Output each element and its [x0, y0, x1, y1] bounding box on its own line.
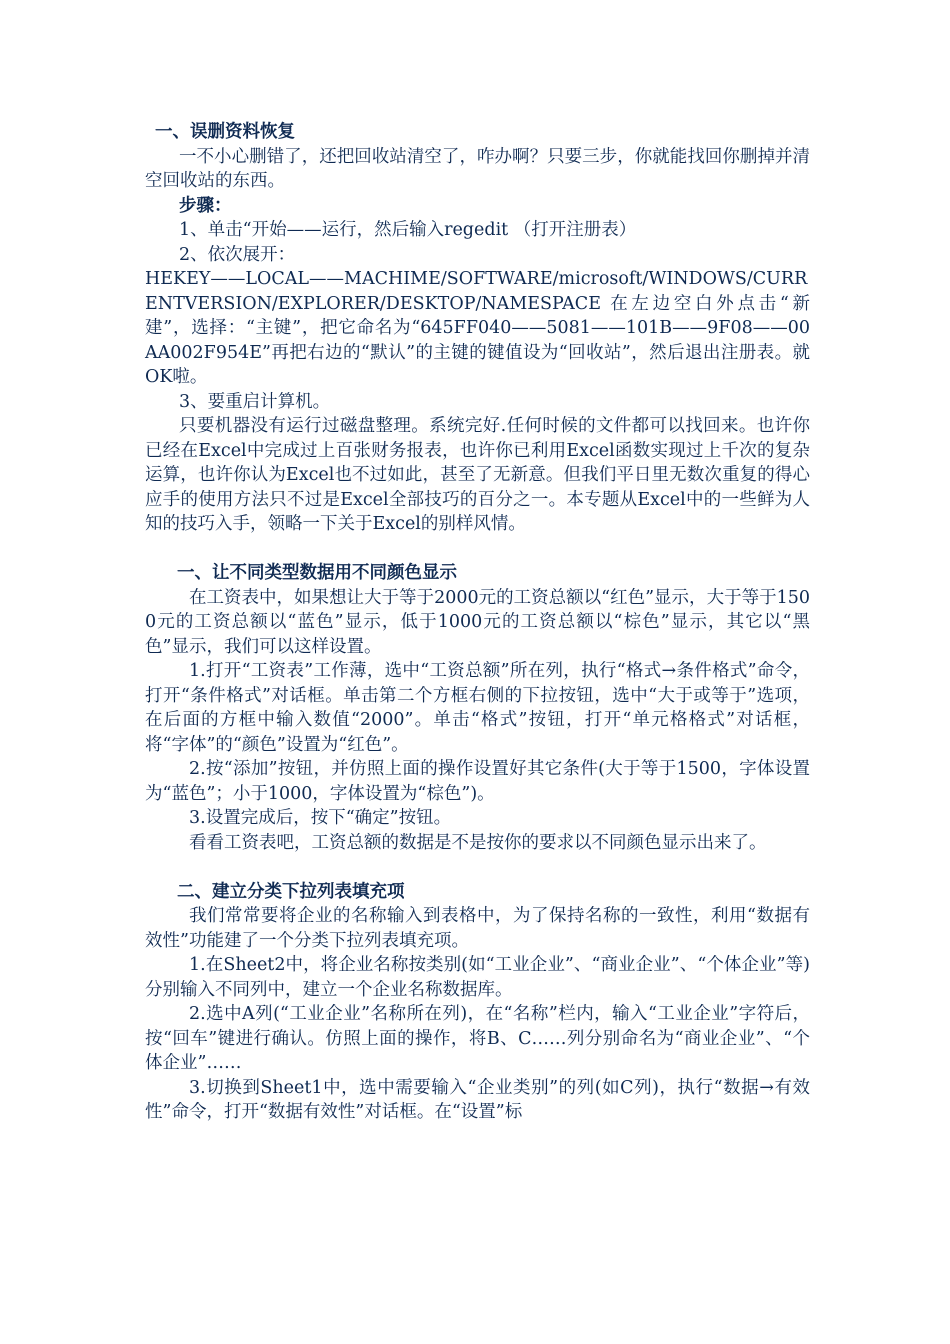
paragraph-colors-intro: 在工资表中，如果想让大于等于2000元的工资总额以“红色”显示，大于等于1500元的工资总额以“蓝色”显示，低于1000元的工资总额以“棕色”显示，其它以“黑色”显示，我们可以这样设置。 [145, 587, 810, 657]
dropdown-item-3: 3.切换到Sheet1中，选中需要输入“企业类别”的列(如C列)，执行“数据→有效性”命令，打开“数据有效性”对话框。在“设置”标 [145, 1077, 810, 1122]
colors-item-2: 2.按“添加”按钮，并仿照上面的操作设置好其它条件(大于等于1500，字体设置为“蓝色”；小于1000，字体设置为“棕色”)。 [145, 759, 810, 804]
step-2-body: HEKEY——LOCAL——MACHIME/SOFTWARE/microsoft/WINDOWS/CURRENTVERSION/EXPLORER/DESKTOP/NAMESPACE 在左边空白外点击“新建”，选择：“主键”，把它命名为“645FF040——5081——101B——9F08——00AA002F954E”再把右边的“默认”的主键的键值设为“回收站”，然后退出注册表。就OK啦。 [145, 269, 810, 387]
paragraph-colors-outro: 看看工资表吧，工资总额的数据是不是按你的要求以不同颜色显示出来了。 [189, 832, 767, 853]
paragraph-excel-intro: 只要机器没有运行过磁盘整理。系统完好.任何时候的文件都可以找回来。也许你已经在Excel中完成过上百张财务报表，也许你已利用Excel函数实现过上千次的复杂运算，也许你认为Excel也不过如此，甚至了无新意。但我们平日里无数次重复的得心应手的使用方法只不过是Excel全部技巧的百分之一。本专题从Excel中的一些鲜为人知的技巧入手，领略一下关于Excel的别样风情。 [145, 416, 810, 534]
colors-item-1: 1.打开“工资表”工作薄，选中“工资总额”所在列，执行“格式→条件格式”命令，打开“条件格式”对话框。单击第二个方框右侧的下拉按钮，选中“大于或等于”选项，在后面的方框中输入数值“2000”。单击“格式”按钮，打开“单元格格式”对话框，将“字体”的“颜色”设置为“红色”。 [145, 661, 810, 755]
blank-line [145, 855, 810, 880]
colors-item-3: 3.设置完成后，按下“确定”按钮。 [189, 808, 452, 828]
section-heading-dropdown: 二、建立分类下拉列表填充项 [177, 881, 405, 902]
paragraph-dropdown-intro: 我们常常要将企业的名称输入到表格中，为了保持名称的一致性，利用“数据有效性”功能建了一个分类下拉列表填充项。 [145, 906, 810, 951]
blank-line [145, 537, 810, 562]
steps-label: 步骤： [179, 195, 232, 216]
step-2-label: 2、依次展开： [179, 244, 296, 265]
dropdown-item-1: 1.在Sheet2中，将企业名称按类别(如“工业企业”、“商业企业”、“个体企业”等)分别输入不同列中，建立一个企业名称数据库。 [145, 955, 810, 1000]
document-page [145, 120, 810, 1125]
section-heading-recover: 一、误删资料恢复 [155, 122, 295, 142]
dropdown-item-2: 2.选中A列(“工业企业”名称所在列)，在“名称”栏内，输入“工业企业”字符后，按“回车”键进行确认。仿照上面的操作，将B、C……列分别命名为“商业企业”、“个体企业”…… [145, 1004, 810, 1073]
section-heading-colors: 一、让不同类型数据用不同颜色显示 [177, 563, 457, 583]
step-1: 1、单击“开始——运行，然后输入regedit （打开注册表） [179, 220, 637, 240]
paragraph-recover-intro: 一不小心删错了，还把回收站清空了，咋办啊？只要三步，你就能找回你删掉并清空回收站的东西。 [145, 146, 810, 191]
step-3: 3、要重启计算机。 [179, 391, 331, 412]
